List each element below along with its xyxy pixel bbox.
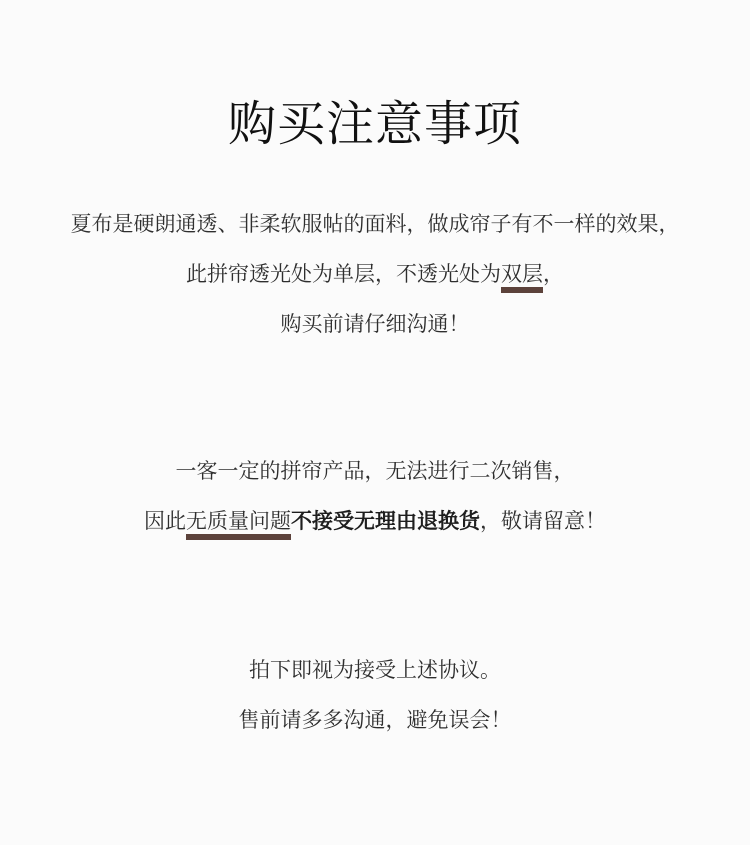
highlight-no-quality-issue: 无质量问题 [186, 506, 291, 536]
layers-text: 此拼帘透光处为单层，不透光处为 [186, 262, 501, 286]
notice-line-presale: 售前请多多沟通，避免误会！ [238, 708, 512, 732]
highlight-double-layer: 双层 [501, 259, 543, 289]
notice-line-agreement: 拍下即视为接受上述协议。 [249, 658, 501, 682]
page-title: 购买注意事项 [227, 96, 522, 152]
highlight-no-return: 不接受无理由退换货 [291, 509, 480, 533]
layers-text-end: ， [543, 262, 564, 286]
notice-line-layers [0, 259, 750, 289]
notice-line-custom-product: 一客一定的拼帘产品，无法进行二次销售， [175, 459, 575, 483]
notice-line-communicate: 购买前请仔细沟通！ [280, 312, 470, 336]
notice-line-fabric: 夏布是硬朗通透、非柔软服帖的面料，做成帘子有不一样的效果， [70, 212, 680, 236]
notice-line-no-return [0, 506, 750, 536]
no-return-suffix: ，敬请留意！ [480, 509, 606, 533]
no-return-prefix: 因此 [144, 509, 186, 533]
